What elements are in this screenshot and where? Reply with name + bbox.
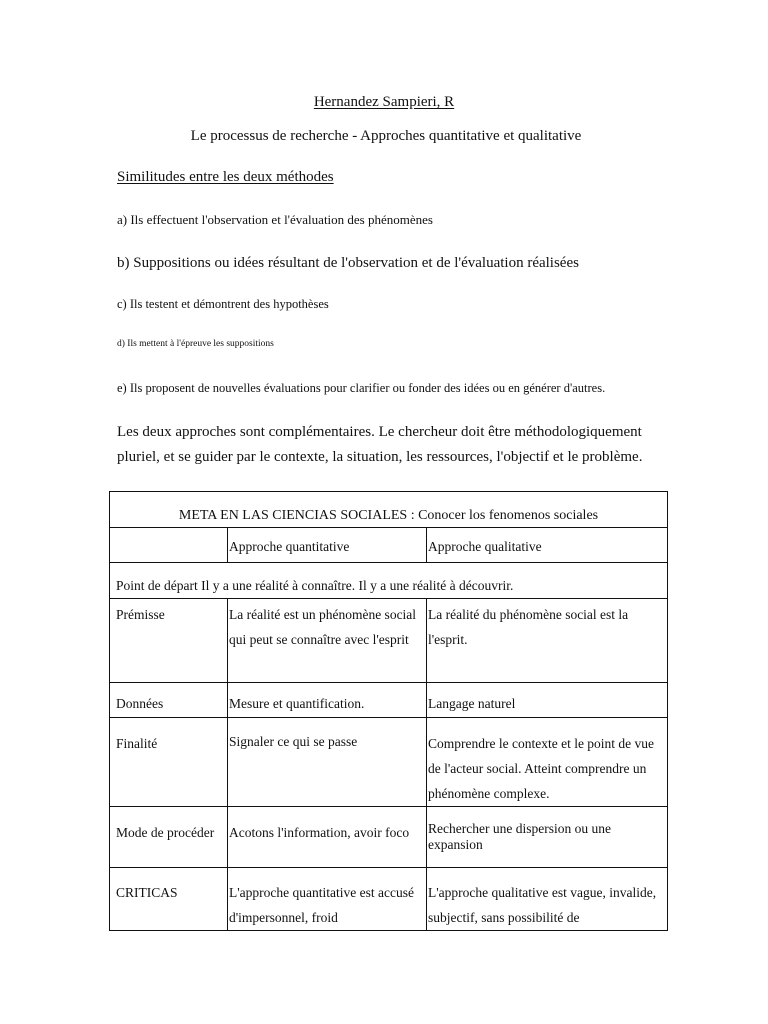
header-quantitative: Approche quantitative [228,528,427,563]
list-item-c: c) Ils testent et démontrent des hypothèses [117,297,329,311]
header-qualitative: Approche qualitative [427,528,668,563]
row-label-mode: Mode de procéder [110,807,228,868]
author-name: Hernandez Sampieri, R [313,94,455,110]
donnees-quantitative: Mesure et quantification. [228,683,427,718]
table-row [110,718,668,807]
table-row [110,683,668,718]
departure-row [110,563,668,599]
donnees-qualitative: Langage naturel [427,683,668,718]
premisse-qualitative: La réalité du phénomène social est la l'esprit. [427,599,668,683]
conclusion-paragraph: Les deux approches sont complémentaires. Le chercheur doit être méthodologiquement pluriel, et se guider par le contexte, la situation, les ressources, l'objectif et le problème. [117,424,643,465]
departure-text: Point de départ Il y a une réalité à connaître. Il y a une réalité à découvrir. [110,563,668,599]
criticas-quantitative: L'approche quantitative est accusé d'impersonnel, froid [228,868,427,931]
row-label-finalite: Finalité [110,718,228,807]
document-subtitle: Le processus de recherche - Approches quantitative et qualitative [190,128,582,144]
table-title: META EN LAS CIENCIAS SOCIALES : Conocer los fenomenos sociales [110,492,668,528]
mode-qualitative: Rechercher une dispersion ou une expansion [427,807,668,868]
table-row [110,868,668,931]
list-item-b: b) Suppositions ou idées résultant de l'observation et de l'évaluation réalisées [117,255,579,271]
criticas-qualitative: L'approche qualitative est vague, invalide, subjectif, sans possibilité de [427,868,668,931]
finalite-qualitative: Comprendre le contexte et le point de vue de l'acteur social. Atteint comprendre un phénomène complexe. [427,718,668,807]
mode-quantitative: Acotons l'information, avoir foco [228,807,427,868]
list-item-e: e) Ils proposent de nouvelles évaluations pour clarifier ou fonder des idées ou en générer d'autres. [117,381,606,395]
header-cell-empty [110,528,228,563]
table-row [110,599,668,683]
row-label-criticas: CRITICAS [110,868,228,931]
similarities-heading: Similitudes entre les deux méthodes [117,169,334,185]
table-header-row [110,528,668,563]
row-label-donnees: Données [110,683,228,718]
list-item-a: a) Ils effectuent l'observation et l'évaluation des phénomènes [117,212,433,227]
premisse-quantitative [228,599,427,683]
comparison-table [109,491,668,931]
row-label-premisse: Prémisse [110,599,228,683]
author-heading [0,94,768,111]
premisse-quant-text: La réalité est un phénomène social qui peut se connaître avec l'esprit [229,607,417,647]
finalite-quantitative: Signaler ce qui se passe [228,718,427,807]
table-title-row [110,492,668,528]
table-row [110,807,668,868]
list-item-d: d) Ils mettent à l'épreuve les suppositions [117,339,274,349]
